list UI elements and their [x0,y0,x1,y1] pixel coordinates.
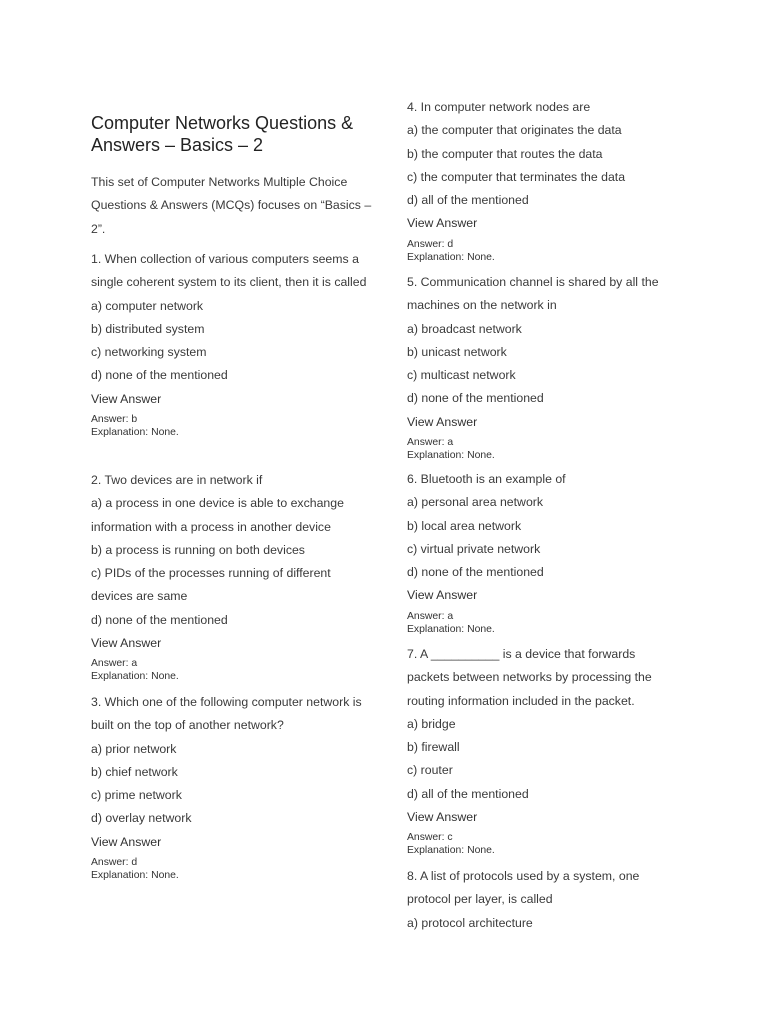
answer-option: c) networking system [91,345,207,360]
answer-option: d) all of the mentioned [407,786,529,801]
answer-option: b) local area network [407,518,522,533]
explanation-text: Explanation: None. [407,845,495,857]
explanation-text: Explanation: None. [91,870,179,882]
question-block [407,271,697,462]
answer-option: a) the computer that originates the data [407,123,622,138]
answer-option: d) none of the mentioned [407,565,544,580]
answer-option: b) unicast network [407,344,507,359]
answer-text: Answer: d [407,238,454,250]
explanation-text: Explanation: None. [407,251,495,263]
answer-text: Answer: a [91,658,138,670]
answer-option: c) the computer that terminates the data [407,169,626,184]
question-text: 7. A __________ is a device that forwards packets between networks by processing the routing information included in the packet. [407,647,652,708]
answer-text: Answer: c [407,832,453,844]
answer-text: Answer: d [91,857,138,869]
question-text: 2. Two devices are in network if [91,473,263,487]
explanation-text: Explanation: None. [407,623,495,635]
view-answer-link[interactable]: View Answer [407,216,478,231]
answer-option: a) bridge [407,716,456,731]
question-text: 5. Communication channel is shared by all the machines on the network in [407,275,659,313]
answer-text: Answer: a [407,610,454,622]
question-block [91,691,376,882]
answer-option: a) a process in one device is able to exchange information with a process in another device [91,496,344,534]
answer-option: c) PIDs of the processes running of different devices are same [91,566,331,604]
question-text: 4. In computer network nodes are [407,100,591,114]
answer-text: Answer: a [407,437,454,449]
question-text: 6. Bluetooth is an example of [407,472,566,486]
answer-option: d) all of the mentioned [407,193,529,208]
answer-option: b) the computer that routes the data [407,146,603,161]
answer-option: d) none of the mentioned [91,368,228,383]
answer-text: Answer: b [91,414,138,426]
answer-option: a) computer network [91,298,204,313]
answer-option: d) overlay network [91,811,192,826]
view-answer-link[interactable]: View Answer [407,414,478,429]
answer-option: a) prior network [91,741,177,756]
answer-option: b) firewall [407,740,460,755]
answer-option: c) virtual private network [407,541,541,556]
view-answer-link[interactable]: View Answer [91,834,162,849]
page-title: Computer Networks Questions & Answers – Basics – 2 [91,113,354,155]
question-block [407,468,697,636]
explanation-text: Explanation: None. [91,427,179,439]
answer-option: c) prime network [91,788,182,803]
question-block [407,96,697,264]
question-block [91,469,376,683]
answer-option: d) none of the mentioned [91,612,228,627]
answer-option: a) protocol architecture [407,915,533,930]
question-block [407,643,672,857]
answer-option: b) chief network [91,764,178,779]
explanation-text: Explanation: None. [91,671,179,683]
answer-option: d) none of the mentioned [407,391,544,406]
view-answer-link[interactable]: View Answer [407,588,478,603]
question-block [91,248,371,439]
question-text: 8. A list of protocols used by a system, one protocol per layer, is called [407,869,640,907]
answer-option: b) a process is running on both devices [91,542,305,557]
explanation-text: Explanation: None. [407,450,495,462]
view-answer-link[interactable]: View Answer [407,810,478,825]
question-text: 1. When collection of various computers seems a single coherent system to its client, then it is called [91,252,367,290]
answer-option: b) distributed system [91,321,205,336]
intro-paragraph: This set of Computer Networks Multiple Choice Questions & Answers (MCQs) focuses on “Basics – 2”. [91,175,372,236]
view-answer-link[interactable]: View Answer [91,636,162,651]
view-answer-link[interactable]: View Answer [91,391,162,406]
question-text: 3. Which one of the following computer network is built on the top of another network? [91,695,362,733]
answer-option: c) router [407,763,453,778]
question-block [407,865,667,935]
answer-option: a) broadcast network [407,321,522,336]
answer-option: a) personal area network [407,495,544,510]
answer-option: c) multicast network [407,368,516,383]
